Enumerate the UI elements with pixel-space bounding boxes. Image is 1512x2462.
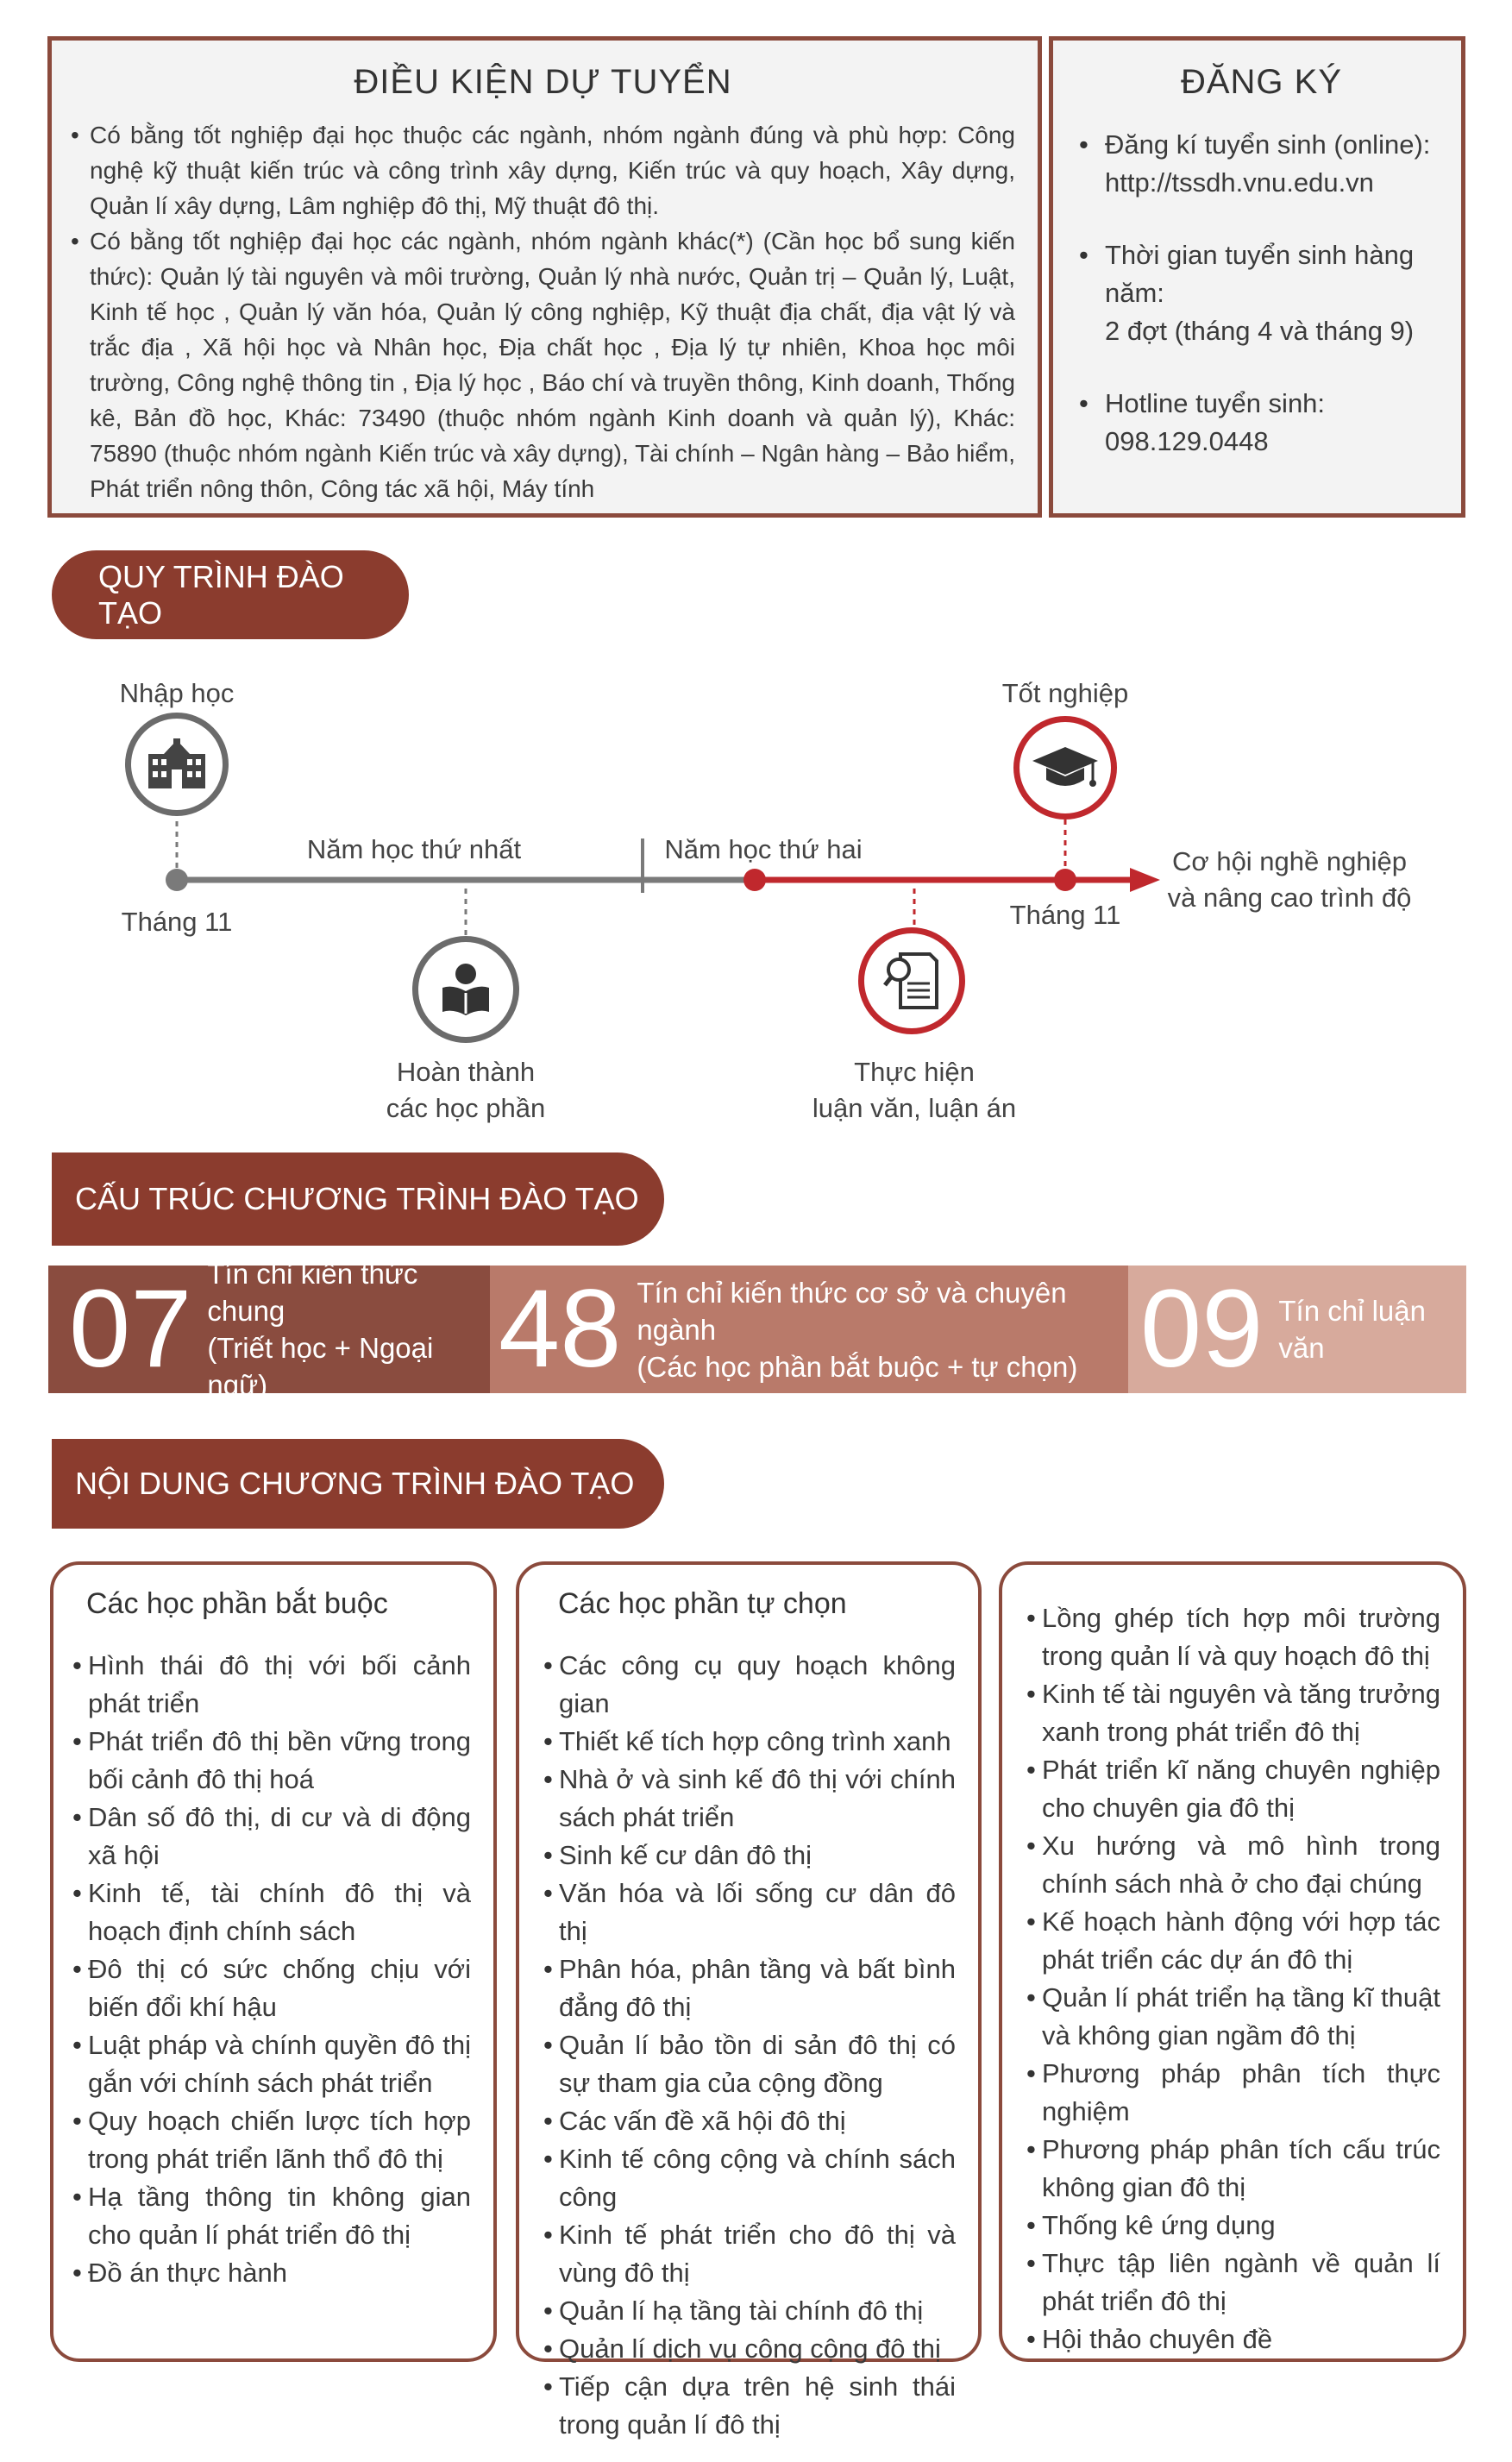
elective-course-item: • Phương pháp phân tích thực nghiệm [1028,2055,1440,2131]
content-section-header [52,1439,664,1529]
admission-conditions-title: ĐIỀU KIỆN DỰ TUYỂN [354,63,732,101]
registration-item-value: 2 đợt (tháng 4 và tháng 9) [1105,316,1415,346]
courses-done-line2: các học phần [386,1093,546,1123]
credit-core-line2: (Các học phần bắt buộc + tự chọn) [637,1350,1078,1383]
required-courses-list [74,1647,471,2292]
registration-item-label: • Thời gian tuyển sinh hàng năm: [1105,240,1415,308]
elective-courses-list-2 [1028,1599,1440,2358]
credit-core-number: 48 [499,1267,622,1391]
credit-general-line1: Tín chỉ kiến thức chung [207,1258,418,1327]
required-course-item: • Quy hoạch chiến lược tích hợp trong phát triển lãnh thổ đô thị [74,2102,471,2178]
career-label: Cơ hội nghề nghiệp và nâng cao trình độ [1167,846,1412,913]
condition-item: • Có bằng tốt nghiệp đại học các ngành, nhóm ngành khác(*) (Cần học bổ sung kiến thức): Quản lý tài nguyên và môi trường, Quản lý nhà nước, Quản trị – Quản lý, Luật, Kinh tế học , Quản lý văn hóa, Quản lý công nghiệp, Kỹ thuật địa chất, địa vật lý và trắc địa , Xã hội học và Nhân học, Địa chất học , Địa lý tự nhiên, Khoa học môi trường, Công nghệ thông tin , Địa lý học , Báo chí và truyền thông, Kinh doanh, Thống kê, Bản đồ học, Khác: 73490 (thuộc nhóm ngành Kinh doanh và quản lý), Khác: 75890 (thuộc nhóm ngành Kiến trúc và xây dựng), Tài chính – Ngân hàng – Bảo hiểm, Phát triển nông thôn, Công tác xã hội, Máy tính [71,223,1015,506]
timeline-arrow-head [1130,868,1160,892]
thesis-line1: Thực hiện [854,1057,975,1087]
elective-course-item: • Tiếp cận dựa trên hệ sinh thái trong quản lí đô thị [545,2368,956,2444]
required-course-item: • Phát triển đô thị bền vững trong bối cảnh đô thị hoá [74,1723,471,1799]
elective-courses-box-2 [999,1561,1466,2362]
document-search-icon [858,927,965,1034]
credit-thesis [1128,1266,1466,1393]
required-course-item: • Đồ án thực hành [74,2254,471,2292]
timeline-start-dot [166,869,188,891]
year1-label: Năm học thứ nhất [306,834,522,864]
registration-item-label: • Đăng kí tuyển sinh (online): [1105,129,1431,160]
end-month-label: Tháng 11 [1009,900,1121,930]
elective-course-item: • Xu hướng và mô hình trong chính sách nhà ở cho đại chúng [1028,1827,1440,1903]
year2-label: Năm học thứ hai [664,834,863,864]
reading-student-icon [412,936,519,1043]
credit-thesis-text: Tín chỉ luận văn [1278,1295,1426,1364]
required-course-item: • Đô thị có sức chống chịu với biến đổi khí hậu [74,1950,471,2026]
registration-item-value[interactable]: http://tssdh.vnu.edu.vn [1105,167,1374,198]
elective-course-item: • Quản lí hạ tầng tài chính đô thị [545,2292,956,2330]
elective-course-item: • Kinh tế tài nguyên và tăng trưởng xanh trong phát triển đô thị [1028,1675,1440,1751]
elective-course-item: • Quản lí bảo tồn di sản đô thị có sự tham gia của cộng đồng [545,2026,956,2102]
courses-done-line1: Hoàn thành [396,1057,536,1087]
enroll-label: Nhập học [119,678,235,708]
elective-courses-list [545,1647,956,2444]
registration-box [1049,36,1465,518]
elective-course-item: • Các công cụ quy hoạch không gian [545,1647,956,1723]
elective-course-item: • Nhà ở và sinh kế đô thị với chính sách phát triển [545,1761,956,1837]
elective-course-item: • Quản lí dịch vụ công cộng đô thị [545,2330,956,2368]
elective-course-item: • Lồng ghép tích hợp môi trường trong quản lí và quy hoạch đô thị [1028,1599,1440,1675]
registration-list [1079,126,1444,461]
elective-course-item: • Kế hoạch hành động với hợp tác phát triển các dự án đô thị [1028,1903,1440,1979]
required-courses-title: Các học phần bắt buộc [86,1587,388,1620]
registration-item [1079,126,1444,202]
credit-general-text [207,1255,490,1404]
registration-item [1079,385,1444,461]
required-courses-box [50,1561,497,2362]
courses-done-label [345,1054,587,1127]
credit-core-line1: Tín chỉ kiến thức cơ sở và chuyên ngành [637,1276,1067,1346]
content-title: NỘI DUNG CHƯƠNG TRÌNH ĐÀO TẠO [75,1466,635,1501]
elective-course-item: • Phương pháp phân tích cấu trúc không gian đô thị [1028,2131,1440,2207]
registration-item-label: • Hotline tuyển sinh: [1105,388,1326,418]
required-course-item: • Hạ tầng thông tin không gian cho quản lí phát triển đô thị [74,2178,471,2254]
structure-section-header [52,1152,664,1246]
registration-item-value: 098.129.0448 [1105,426,1269,456]
process-section-header [52,550,409,639]
elective-course-item: • Phân hóa, phân tầng và bất bình đẳng đô thị [545,1950,956,2026]
credit-general-line2: (Triết học + Ngoại ngữ) [207,1332,434,1401]
elective-course-item: • Thực tập liên ngành về quản lí phát triển đô thị [1028,2245,1440,2321]
elective-course-item: • Quản lí phát triển hạ tầng kĩ thuật và không gian ngầm đô thị [1028,1979,1440,2055]
admission-conditions-list [71,117,1015,506]
credit-general-number: 07 [69,1267,192,1391]
elective-course-item: • Phát triển kĩ năng chuyên nghiệp cho chuyên gia đô thị [1028,1751,1440,1827]
elective-course-item: • Kinh tế phát triển cho đô thị và vùng đô thị [545,2216,956,2292]
elective-courses-title: Các học phần tự chọn [558,1587,847,1620]
elective-course-item: • Các vấn đề xã hội đô thị [545,2102,956,2140]
start-month-label: Tháng 11 [121,907,233,937]
elective-course-item: • Hội thảo chuyên đề [1028,2321,1440,2358]
elective-course-item: • Thống kê ứng dụng [1028,2207,1440,2245]
thesis-label [794,1054,1035,1127]
credit-general [48,1258,490,1401]
registration-item [1079,236,1444,350]
condition-item: • Có bằng tốt nghiệp đại học thuộc các ngành, nhóm ngành đúng và phù hợp: Công nghệ kỹ thuật kiến trúc và công trình xây dựng, Kiến trúc và quy hoạch, Xây dựng, Quản lí xây dựng, Lâm nghiệp đô thị, Mỹ thuật đô thị. [71,117,1015,223]
elective-courses-box [516,1561,982,2440]
elective-course-item: • Văn hóa và lối sống cư dân đô thị [545,1875,956,1950]
process-title: QUY TRÌNH ĐÀO TẠO [98,558,344,631]
school-building-icon [125,713,229,816]
graduation-cap-icon [1013,716,1117,820]
graduate-label: Tốt nghiệp [1001,678,1129,708]
elective-course-item: • Thiết kế tích hợp công trình xanh [545,1723,956,1761]
registration-title: ĐĂNG KÝ [1180,63,1343,101]
elective-course-item: • Sinh kế cư dân đô thị [545,1837,956,1875]
structure-title: CẤU TRÚC CHƯƠNG TRÌNH ĐÀO TẠO [75,1181,639,1216]
elective-course-item: • Kinh tế công cộng và chính sách công [545,2140,956,2216]
required-course-item: • Hình thái đô thị với bối cảnh phát triển [74,1647,471,1723]
credit-core [490,1266,1128,1393]
credit-thesis-number: 09 [1140,1267,1264,1391]
admission-conditions-box [47,36,1042,518]
timeline-end-dot [1054,869,1076,891]
timeline-midyear-dot [743,869,766,891]
required-course-item: • Kinh tế, tài chính đô thị và hoạch định chính sách [74,1875,471,1950]
required-course-item: • Dân số đô thị, di cư và di động xã hội [74,1799,471,1875]
credit-core-text [637,1274,1128,1385]
required-course-item: • Luật pháp và chính quyền đô thị gắn với chính sách phát triển [74,2026,471,2102]
thesis-line2: luận văn, luận án [812,1093,1017,1123]
